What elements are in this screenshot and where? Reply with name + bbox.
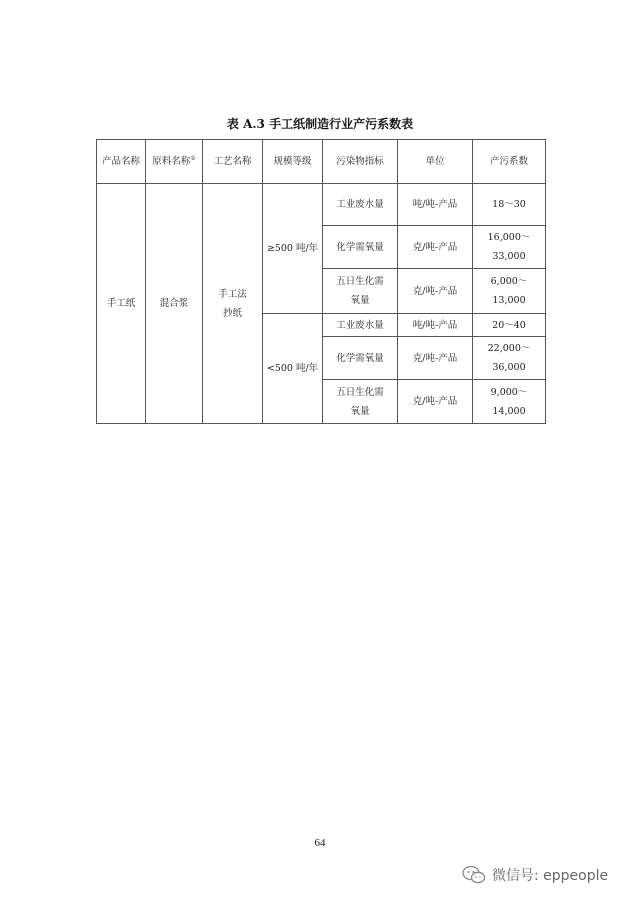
header-product: 产品名称: [97, 140, 146, 184]
coefficient-cell: 16,000～33,000: [473, 226, 546, 269]
footnote-marker: ①: [190, 154, 196, 162]
indicator-cell: 五日生化需氧量: [323, 380, 398, 424]
indicator-cell: 化学需氧量: [323, 337, 398, 380]
header-scale: 规模等级: [263, 140, 323, 184]
header-process: 工艺名称: [203, 140, 263, 184]
wechat-logo-icon: [462, 865, 486, 885]
table-caption: 表 A.3 手工纸制造行业产污系数表: [226, 117, 414, 131]
watermark: [462, 864, 608, 886]
coefficient-cell: 9,000～14,000: [473, 380, 546, 424]
process-cell: 手工法抄纸: [203, 184, 263, 424]
table-row: [97, 184, 546, 226]
header-row: [97, 140, 546, 184]
unit-cell: 吨/吨-产品: [398, 314, 473, 337]
indicator-cell: 化学需氧量: [323, 226, 398, 269]
header-indicator: 污染物指标: [323, 140, 398, 184]
indicator-cell: 工业废水量: [323, 314, 398, 337]
watermark-text: 微信号: eppeople: [492, 868, 609, 884]
indicator-cell: 工业废水量: [323, 184, 398, 226]
unit-cell: 克/吨-产品: [398, 226, 473, 269]
pollution-coefficient-table: [96, 139, 546, 424]
material-cell: 混合浆: [146, 184, 203, 424]
indicator-cell: 五日生化需氧量: [323, 269, 398, 314]
page-number: 64: [314, 837, 326, 849]
header-material: 原料名称①: [146, 140, 203, 184]
unit-cell: 克/吨-产品: [398, 337, 473, 380]
coefficient-cell: 18～30: [473, 184, 546, 226]
coefficient-cell: 20～40: [473, 314, 546, 337]
unit-cell: 克/吨-产品: [398, 380, 473, 424]
header-unit: 单位: [398, 140, 473, 184]
coefficient-cell: 22,000～36,000: [473, 337, 546, 380]
scale-cell: ≥500 吨/年: [263, 184, 323, 314]
product-cell: 手工纸: [97, 184, 146, 424]
coefficient-cell: 6,000～13,000: [473, 269, 546, 314]
scale-cell: <500 吨/年: [263, 314, 323, 424]
unit-cell: 吨/吨-产品: [398, 184, 473, 226]
header-coefficient: 产污系数: [473, 140, 546, 184]
unit-cell: 克/吨-产品: [398, 269, 473, 314]
